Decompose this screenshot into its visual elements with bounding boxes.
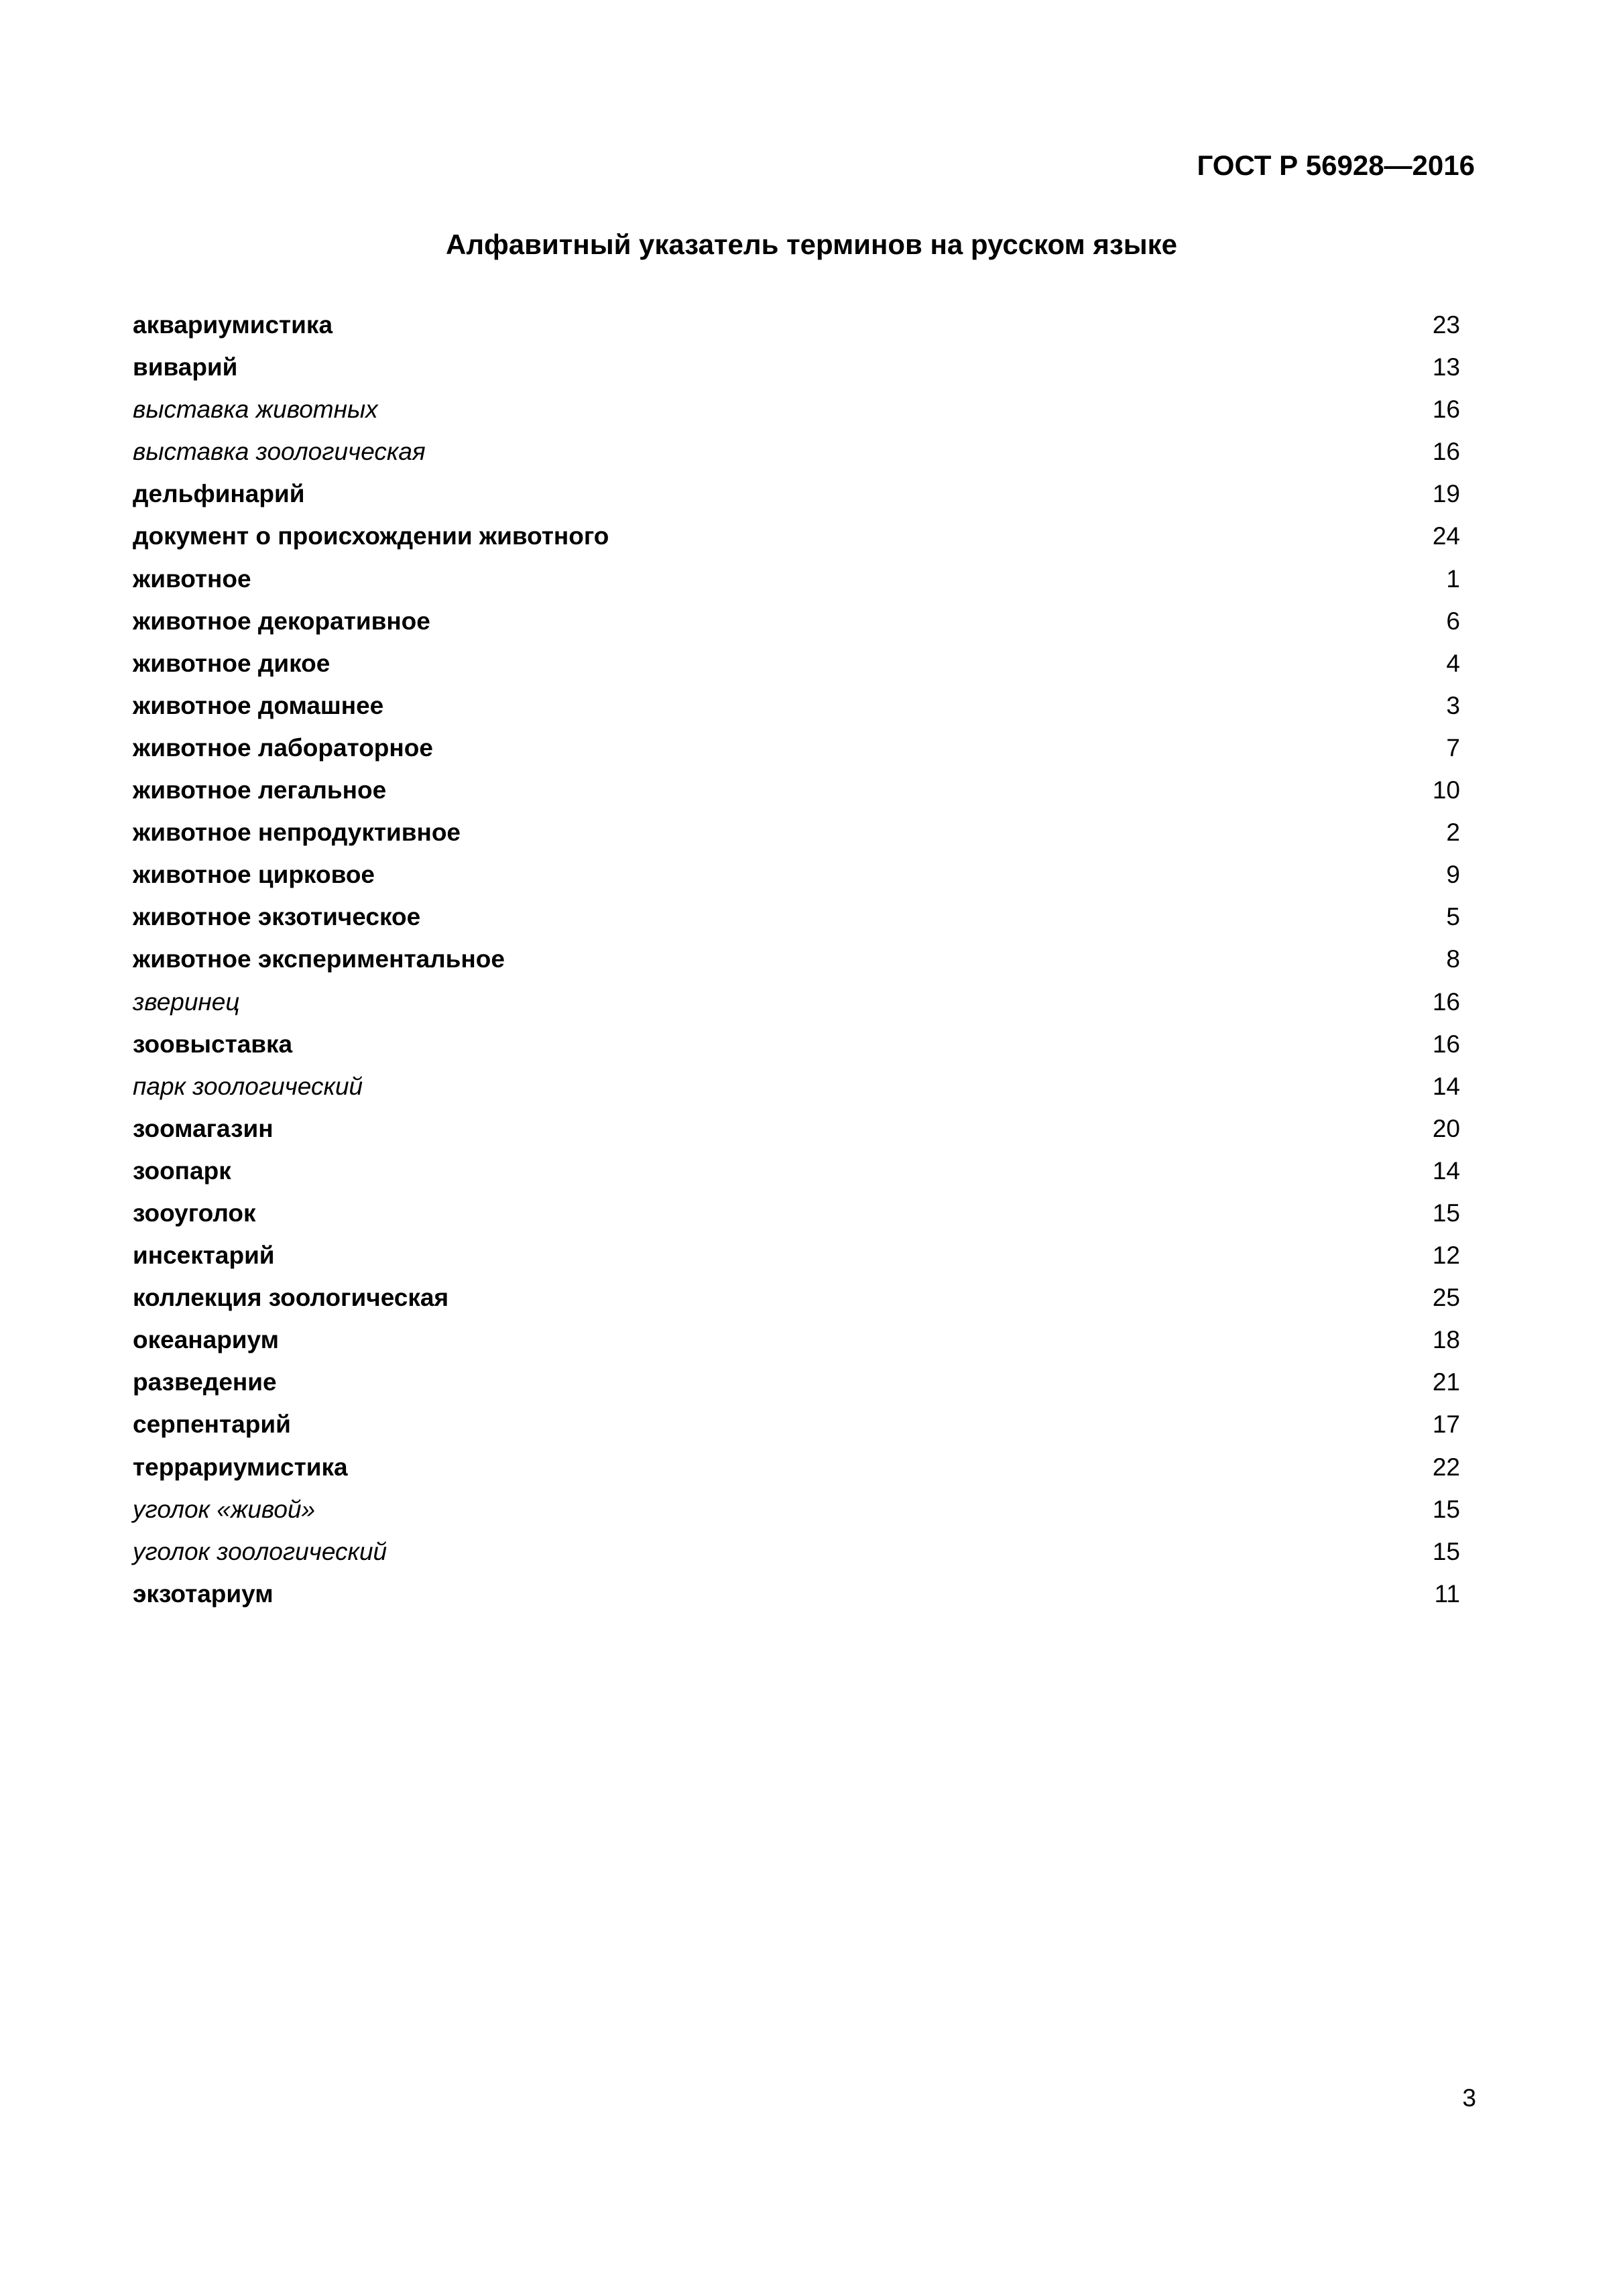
index-entry	[133, 430, 1460, 473]
document-code: ГОСТ Р 56928—2016	[1197, 149, 1475, 181]
index-term: разведение	[133, 1368, 277, 1396]
index-term: выставка животных	[133, 396, 378, 424]
index-entry	[133, 684, 1460, 727]
index-term-number: 22	[1432, 1453, 1460, 1481]
index-term: экзотариум	[133, 1579, 274, 1608]
index-term-number: 15	[1432, 1495, 1460, 1523]
index-entry	[133, 811, 1460, 853]
index-term-number: 15	[1432, 1537, 1460, 1565]
index-term: животное экзотическое	[133, 903, 421, 931]
index-term-number: 16	[1432, 438, 1460, 466]
index-term-number: 10	[1432, 776, 1460, 804]
index-term-number: 1	[1446, 564, 1460, 593]
index-term-number: 8	[1446, 945, 1460, 973]
index-term: зверинец	[133, 987, 240, 1016]
index-term-number: 19	[1432, 480, 1460, 508]
index-term: животное цирковое	[133, 861, 375, 889]
index-entry	[133, 1234, 1460, 1276]
index-term-number: 6	[1446, 607, 1460, 635]
index-term: животное лабораторное	[133, 733, 433, 762]
index-entry	[133, 1488, 1460, 1530]
index-term-number: 2	[1446, 819, 1460, 847]
index-entry	[133, 727, 1460, 769]
term-index-list	[133, 304, 1460, 1615]
index-entry	[133, 642, 1460, 684]
index-entry	[133, 1319, 1460, 1361]
index-term: зоомагазин	[133, 1114, 274, 1142]
index-term-number: 4	[1446, 649, 1460, 677]
index-entry	[133, 304, 1460, 346]
index-term-number: 14	[1432, 1156, 1460, 1185]
index-term: зооуголок	[133, 1199, 256, 1227]
index-term-number: 18	[1432, 1326, 1460, 1354]
index-term-number: 16	[1432, 1030, 1460, 1058]
index-entry	[133, 896, 1460, 938]
index-entry	[133, 1150, 1460, 1192]
index-entry	[133, 515, 1460, 557]
index-term: инсектарий	[133, 1242, 275, 1270]
index-term: животное декоративное	[133, 607, 430, 635]
index-term-number: 23	[1432, 311, 1460, 339]
index-entry	[133, 1107, 1460, 1150]
index-term: уголок «живой»	[133, 1495, 316, 1523]
index-entry	[133, 1403, 1460, 1445]
index-entry	[133, 1192, 1460, 1234]
index-term: океанариум	[133, 1326, 280, 1354]
index-term: аквариумистика	[133, 311, 333, 339]
index-entry	[133, 769, 1460, 811]
index-term-number: 17	[1432, 1410, 1460, 1439]
index-term: животное непродуктивное	[133, 819, 461, 847]
index-term: животное	[133, 564, 251, 593]
index-term-number: 14	[1432, 1072, 1460, 1100]
index-term-number: 13	[1432, 353, 1460, 381]
index-term-number: 25	[1432, 1284, 1460, 1312]
index-term-number: 20	[1432, 1114, 1460, 1142]
index-term: документ о происхождении животного	[133, 522, 609, 550]
index-term: парк зоологический	[133, 1072, 363, 1100]
index-term-number: 16	[1432, 396, 1460, 424]
index-term-number: 9	[1446, 861, 1460, 889]
index-term: животное экспериментальное	[133, 945, 505, 973]
index-entry	[133, 981, 1460, 1023]
index-entry	[133, 1023, 1460, 1065]
page-title: Алфавитный указатель терминов на русском языке	[446, 229, 1177, 260]
index-term: виварий	[133, 353, 238, 381]
index-term: коллекция зоологическая	[133, 1284, 449, 1312]
index-term: дельфинарий	[133, 480, 305, 508]
index-term: уголок зоологический	[133, 1537, 387, 1565]
index-term: серпентарий	[133, 1410, 291, 1439]
index-entry	[133, 388, 1460, 430]
index-term-number: 21	[1432, 1368, 1460, 1396]
index-entry	[133, 1530, 1460, 1573]
index-term-number: 24	[1432, 522, 1460, 550]
index-term-number: 15	[1432, 1199, 1460, 1227]
index-term-number: 3	[1446, 691, 1460, 719]
index-term-number: 11	[1434, 1579, 1460, 1608]
index-entry	[133, 1361, 1460, 1403]
page-number: 3	[1462, 2084, 1476, 2112]
index-term-number: 7	[1446, 733, 1460, 762]
index-term: террариумистика	[133, 1453, 348, 1481]
index-term-number: 12	[1432, 1242, 1460, 1270]
index-term: животное дикое	[133, 649, 330, 677]
index-entry	[133, 473, 1460, 515]
index-entry	[133, 346, 1460, 388]
index-term: зоовыставка	[133, 1030, 293, 1058]
index-term: зоопарк	[133, 1156, 231, 1185]
index-entry	[133, 1276, 1460, 1319]
index-entry	[133, 600, 1460, 642]
index-entry	[133, 558, 1460, 600]
index-term: животное легальное	[133, 776, 387, 804]
index-entry	[133, 1065, 1460, 1107]
index-entry	[133, 1446, 1460, 1488]
index-term-number: 5	[1446, 903, 1460, 931]
index-term-number: 16	[1432, 987, 1460, 1016]
index-entry	[133, 938, 1460, 980]
index-term: выставка зоологическая	[133, 438, 426, 466]
index-term: животное домашнее	[133, 691, 384, 719]
index-entry	[133, 1573, 1460, 1615]
index-entry	[133, 853, 1460, 896]
